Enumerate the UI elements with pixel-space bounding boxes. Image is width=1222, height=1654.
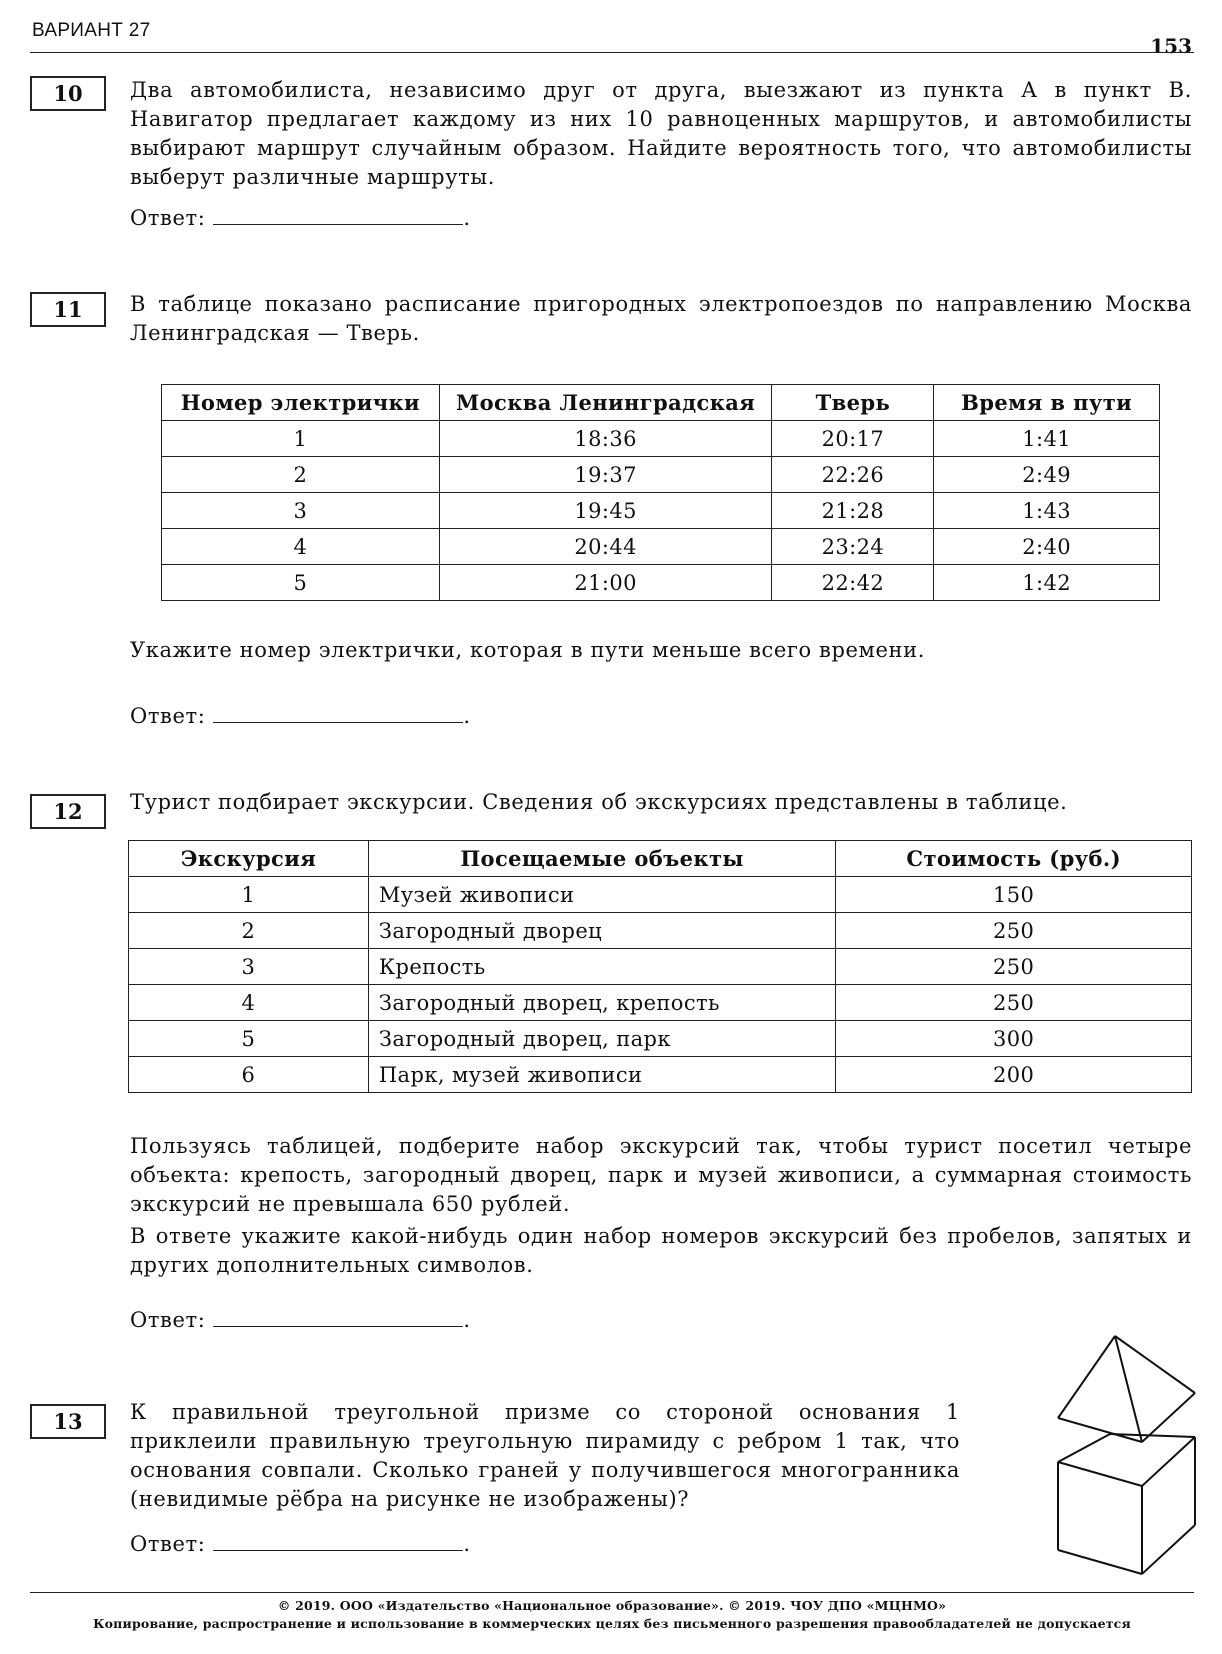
visited-objects: Загородный дворец, парк: [368, 1021, 836, 1057]
answer-blank[interactable]: [213, 700, 463, 723]
excursion-cost: 300: [836, 1021, 1192, 1057]
question-10-text: Два автомобилиста, независимо друг от друга, выезжают из пункта А в пункт В. Навигатор предлагает каждому из них 10 равноценных маршрутов, и автомобилисты выбирают маршрут случайным образом. Найдите вероятность того, что автомобилисты выберут различные маршруты.: [130, 78, 1192, 189]
column-header: Посещаемые объекты: [368, 841, 836, 877]
table-row: [129, 985, 1192, 1021]
column-header: Тверь: [772, 385, 934, 421]
table-header-row: [129, 841, 1192, 877]
question-10-number: 10: [30, 76, 106, 111]
travel-time: 1:43: [934, 493, 1160, 529]
train-number: 3: [162, 493, 440, 529]
train-number: 5: [162, 565, 440, 601]
departure-time: 18:36: [439, 421, 772, 457]
answer-label: Ответ:: [130, 206, 206, 230]
excursion-number: 6: [129, 1057, 369, 1093]
variant-title: ВАРИАНТ 27: [32, 20, 151, 41]
page-number: 153: [1150, 34, 1192, 58]
travel-time: 2:40: [934, 529, 1160, 565]
prism-edge: [1058, 1462, 1142, 1486]
answer-label: Ответ:: [130, 1308, 206, 1332]
excursion-cost: 150: [836, 877, 1192, 913]
question-13-text: К правильной треугольной призме со стороной основания 1 приклеили правильную треугольную пирамиду с ребром 1 так, что основания совпали. Сколько граней у получившегося многогранника (невидимые рёбра на рисунке не изображены)?: [130, 1400, 960, 1511]
table-row: [162, 565, 1160, 601]
arrival-time: 22:26: [772, 457, 934, 493]
header-divider: [30, 52, 1194, 53]
prism-edge: [1142, 1525, 1195, 1574]
visited-objects: Загородный дворец: [368, 913, 836, 949]
table-row: [129, 949, 1192, 985]
question-11-text: В таблице показано расписание пригородных электропоездов по направлению Москва Ленинградская — Тверь.: [130, 292, 1192, 345]
departure-time: 19:37: [439, 457, 772, 493]
column-header: Номер электрички: [162, 385, 440, 421]
column-header: Стоимость (руб.): [836, 841, 1192, 877]
travel-time: 1:41: [934, 421, 1160, 457]
prism-edge: [1058, 1434, 1110, 1462]
table-row: [129, 1057, 1192, 1093]
table-row: [129, 877, 1192, 913]
question-13-number: 13: [30, 1404, 106, 1439]
question-12-answer: Ответ: .: [130, 1304, 471, 1335]
excursion-number: 5: [129, 1021, 369, 1057]
question-12-text: Турист подбирает экскурсии. Сведения об экскурсиях представлены в таблице.: [130, 790, 1068, 814]
excursion-number: 2: [129, 913, 369, 949]
excursion-number: 1: [129, 877, 369, 913]
question-10-answer: Ответ: .: [130, 202, 471, 233]
footer-notice: Копирование, распространение и использование в коммерческих целях без письменного разрешения правообладателей не допускается: [93, 1616, 1131, 1631]
table-row: [162, 421, 1160, 457]
answer-blank[interactable]: [213, 1304, 463, 1327]
answer-label: Ответ:: [130, 704, 206, 728]
table-row: [129, 1021, 1192, 1057]
table-row: [129, 913, 1192, 949]
excursion-cost: 250: [836, 913, 1192, 949]
departure-time: 20:44: [439, 529, 772, 565]
excursion-cost: 250: [836, 985, 1192, 1021]
departure-time: 21:00: [439, 565, 772, 601]
question-12-instructions: В ответе укажите какой-нибудь один набор номеров экскурсий без пробелов, запятых и других дополнительных символов.: [130, 1224, 1192, 1277]
visited-objects: Крепость: [368, 949, 836, 985]
visited-objects: Музей живописи: [368, 877, 836, 913]
travel-time: 1:42: [934, 565, 1160, 601]
prism-edge: [1058, 1550, 1142, 1574]
pyramid-edge: [1058, 1336, 1115, 1418]
prism-pyramid-figure: [1040, 1328, 1210, 1578]
answer-blank[interactable]: [213, 1528, 463, 1551]
question-11-number: 11: [30, 292, 106, 327]
arrival-time: 22:42: [772, 565, 934, 601]
train-number: 1: [162, 421, 440, 457]
column-header: Экскурсия: [129, 841, 369, 877]
train-number: 2: [162, 457, 440, 493]
answer-blank[interactable]: [213, 202, 463, 225]
table-row: [162, 493, 1160, 529]
train-number: 4: [162, 529, 440, 565]
visited-objects: Загородный дворец, крепость: [368, 985, 836, 1021]
column-header: Москва Ленинградская: [439, 385, 772, 421]
excursion-cost: 200: [836, 1057, 1192, 1093]
train-schedule-table: [161, 384, 1160, 601]
question-11-prompt: Укажите номер электрички, которая в пути меньше всего времени.: [130, 638, 925, 662]
question-12-number: 12: [30, 794, 106, 829]
visited-objects: Парк, музей живописи: [368, 1057, 836, 1093]
footer-divider: [30, 1592, 1194, 1593]
table-header-row: [162, 385, 1160, 421]
arrival-time: 20:17: [772, 421, 934, 457]
question-12-prompt: Пользуясь таблицей, подберите набор экскурсий так, чтобы турист посетил четыре объекта: крепость, загородный дворец, парк и музей живописи, а суммарная стоимость экскурсий не превышала 650 рублей.: [130, 1134, 1192, 1216]
arrival-time: 23:24: [772, 529, 934, 565]
question-11-answer: Ответ: .: [130, 700, 471, 731]
departure-time: 19:45: [439, 493, 772, 529]
question-13-answer: Ответ: .: [130, 1528, 471, 1559]
excursions-table: [128, 840, 1192, 1093]
arrival-time: 21:28: [772, 493, 934, 529]
answer-label: Ответ:: [130, 1532, 206, 1556]
excursion-number: 4: [129, 985, 369, 1021]
excursion-cost: 250: [836, 949, 1192, 985]
table-row: [162, 457, 1160, 493]
column-header: Время в пути: [934, 385, 1160, 421]
table-row: [162, 529, 1160, 565]
travel-time: 2:49: [934, 457, 1160, 493]
prism-edge: [1142, 1437, 1195, 1486]
excursion-number: 3: [129, 949, 369, 985]
footer-copyright: © 2019. ООО «Издательство «Национальное образование». © 2019. ЧОУ ДПО «МЦНМО»: [277, 1598, 947, 1613]
